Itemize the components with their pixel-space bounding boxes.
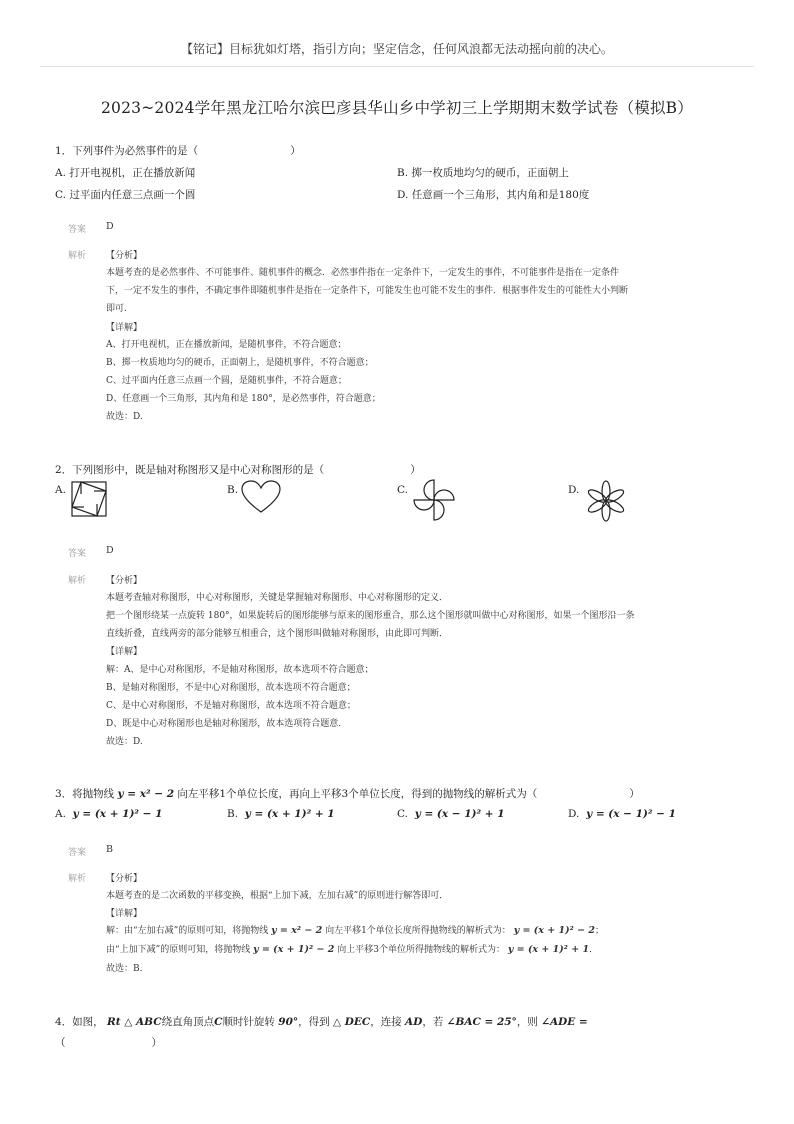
q2-xiangjie-line: C、是中心对称图形，不是轴对称图形，故本选项不符合题意； bbox=[106, 701, 356, 711]
q2-option-c-letter: C. bbox=[397, 484, 408, 496]
q1-xiangjie-line: C、过平面内任意三点画一个圆，是随机事件，不符合题意； bbox=[106, 376, 347, 386]
q3-option-c: C. y = (x − 1)² + 1 bbox=[397, 808, 505, 820]
q2-option-b-letter: B. bbox=[227, 484, 239, 496]
q2-fenxi-line: 本题考查轴对称图形，中心对称图形，关键是掌握轴对称图形、中心对称图形的定义． bbox=[106, 593, 449, 603]
q1-xiangjie-line: D、任意画一个三角形，其内角和是 180°，是必然事件，符合题意； bbox=[106, 394, 381, 404]
motto-banner: 【铭记】目标犹如灯塔，指引方向；坚定信念，任何风浪都无法动摇向前的决心。 bbox=[180, 42, 613, 56]
q2-option-a-letter: A. bbox=[55, 484, 66, 496]
header-divider bbox=[40, 66, 754, 67]
q3-answer-label: 答案 bbox=[68, 848, 87, 858]
q1-fenxi-heading: 【分析】 bbox=[106, 251, 143, 261]
q3-conclusion: 故选：B. bbox=[106, 964, 143, 974]
q3-option-d: D. y = (x − 1)² − 1 bbox=[568, 808, 676, 820]
q1-answer-value: D bbox=[106, 221, 114, 232]
q2-fenxi-line: 直线折叠，直线两旁的部分能够互相重合，这个图形叫做轴对称图形，由此即可判断． bbox=[106, 629, 449, 639]
square-pinwheel-icon bbox=[70, 480, 108, 518]
q2-xiangjie-line: D、既是中心对称图形也是轴对称图形，故本选项符合题意． bbox=[106, 719, 348, 729]
q3-option-b: B. y = (x + 1)² + 1 bbox=[227, 808, 335, 820]
q3-fenxi-line: 本题考查的是二次函数的平移变换，根据“上加下减，左加右减”的原则进行解答即可． bbox=[106, 891, 449, 901]
q1-option-c: C. 过平面内任意三点画一个圆 bbox=[55, 189, 196, 201]
question-4-answer-blank: （ ） bbox=[55, 1037, 162, 1049]
q1-xiangjie-heading: 【详解】 bbox=[106, 323, 143, 333]
question-1-stem: 1．下列事件为必然事件的是（ ） bbox=[55, 145, 301, 157]
q1-option-b: B. 掷一枚质地均匀的硬币，正面朝上 bbox=[397, 167, 569, 179]
q2-fenxi-heading: 【分析】 bbox=[106, 576, 143, 586]
q1-option-d: D. 任意画一个三角形，其内角和是180度 bbox=[397, 189, 590, 201]
q2-analysis-label: 解析 bbox=[68, 576, 87, 586]
q1-conclusion: 故选：D. bbox=[106, 412, 143, 422]
q2-conclusion: 故选：D. bbox=[106, 737, 143, 747]
q1-answer-label: 答案 bbox=[68, 225, 87, 235]
q1-fenxi-line: 即可. bbox=[106, 304, 127, 314]
q1-fenxi-line: 本题考查的是必然事件、不可能事件、随机事件的概念．必然事件指在一定条件下，一定发生的事件，不可能事件是指在一定条件 bbox=[106, 268, 620, 278]
question-2-stem: 2．下列图形中，既是轴对称图形又是中心对称图形的是（ ） bbox=[55, 464, 421, 476]
q2-fenxi-line: 把一个图形绕某一点旋转 180°，如果旋转后的图形能够与原来的图形重合，那么这个图形就叫做中心对称图形，如果一个图形沿一条 bbox=[106, 611, 635, 621]
q1-xiangjie-line: A、打开电视机，正在播放新闻，是随机事件，不符合题意； bbox=[106, 340, 347, 350]
q3-xiangjie-heading: 【详解】 bbox=[106, 909, 143, 919]
question-3-stem: 3．将抛物线 y = x² − 2 向左平移1个单位长度，再向上平移3个单位长度，得到的抛物线的解析式为（ ） bbox=[55, 788, 640, 800]
q2-xiangjie-line: 解：A、是中心对称图形，不是轴对称图形，故本选项不符合题意； bbox=[106, 665, 374, 675]
question-4-stem: 4．如图， Rt △ ABC绕直角顶点C顺时针旋转 90°，得到 △ DEC，连接 AD，若 ∠BAC = 25°，则 ∠ADE = bbox=[55, 1016, 588, 1028]
q3-xiangjie-line: 解：由“左加右减”的原则可知，将抛物线 y = x² − 2 向左平移1个单位长度所得抛物线的解析式为： y = (x + 1)² − 2； bbox=[106, 925, 604, 936]
q3-xiangjie-line: 由“上加下减”的原则可知，将抛物线 y = (x + 1)² − 2 向上平移3个单位所得抛物线的解析式为： y = (x + 1)² + 1． bbox=[106, 944, 599, 955]
q1-xiangjie-line: B、掷一枚质地均匀的硬币，正面朝上，是随机事件，不符合题意； bbox=[106, 358, 374, 368]
q3-fenxi-heading: 【分析】 bbox=[106, 874, 143, 884]
q2-answer-value: D bbox=[106, 545, 114, 556]
four-petal-pinwheel-icon bbox=[412, 478, 456, 522]
q2-option-d-letter: D. bbox=[568, 484, 580, 496]
page-title: 2023~2024学年黑龙江哈尔滨巴彦县华山乡中学初三上学期期末数学试卷（模拟B） bbox=[101, 99, 693, 117]
q3-function: y = x² − 2 bbox=[117, 788, 175, 800]
q2-xiangjie-line: B、是轴对称图形，不是中心对称图形，故本选项不符合题意； bbox=[106, 683, 356, 693]
q1-fenxi-line: 下，一定不发生的事件，不确定事件即随机事件是指在一定条件下，可能发生也可能不发生的事件．根据事件发生的可能性大小判断 bbox=[106, 286, 629, 296]
q3-answer-value: B bbox=[106, 844, 113, 855]
q3-analysis-label: 解析 bbox=[68, 874, 87, 884]
q1-analysis-label: 解析 bbox=[68, 251, 87, 261]
q3-option-a: A. y = (x + 1)² − 1 bbox=[55, 808, 163, 820]
six-petal-flower-icon bbox=[583, 478, 629, 524]
q2-xiangjie-heading: 【详解】 bbox=[106, 647, 143, 657]
q1-option-a: A. 打开电视机，正在播放新闻 bbox=[55, 167, 196, 179]
heart-icon bbox=[241, 480, 281, 514]
q2-answer-label: 答案 bbox=[68, 549, 87, 559]
